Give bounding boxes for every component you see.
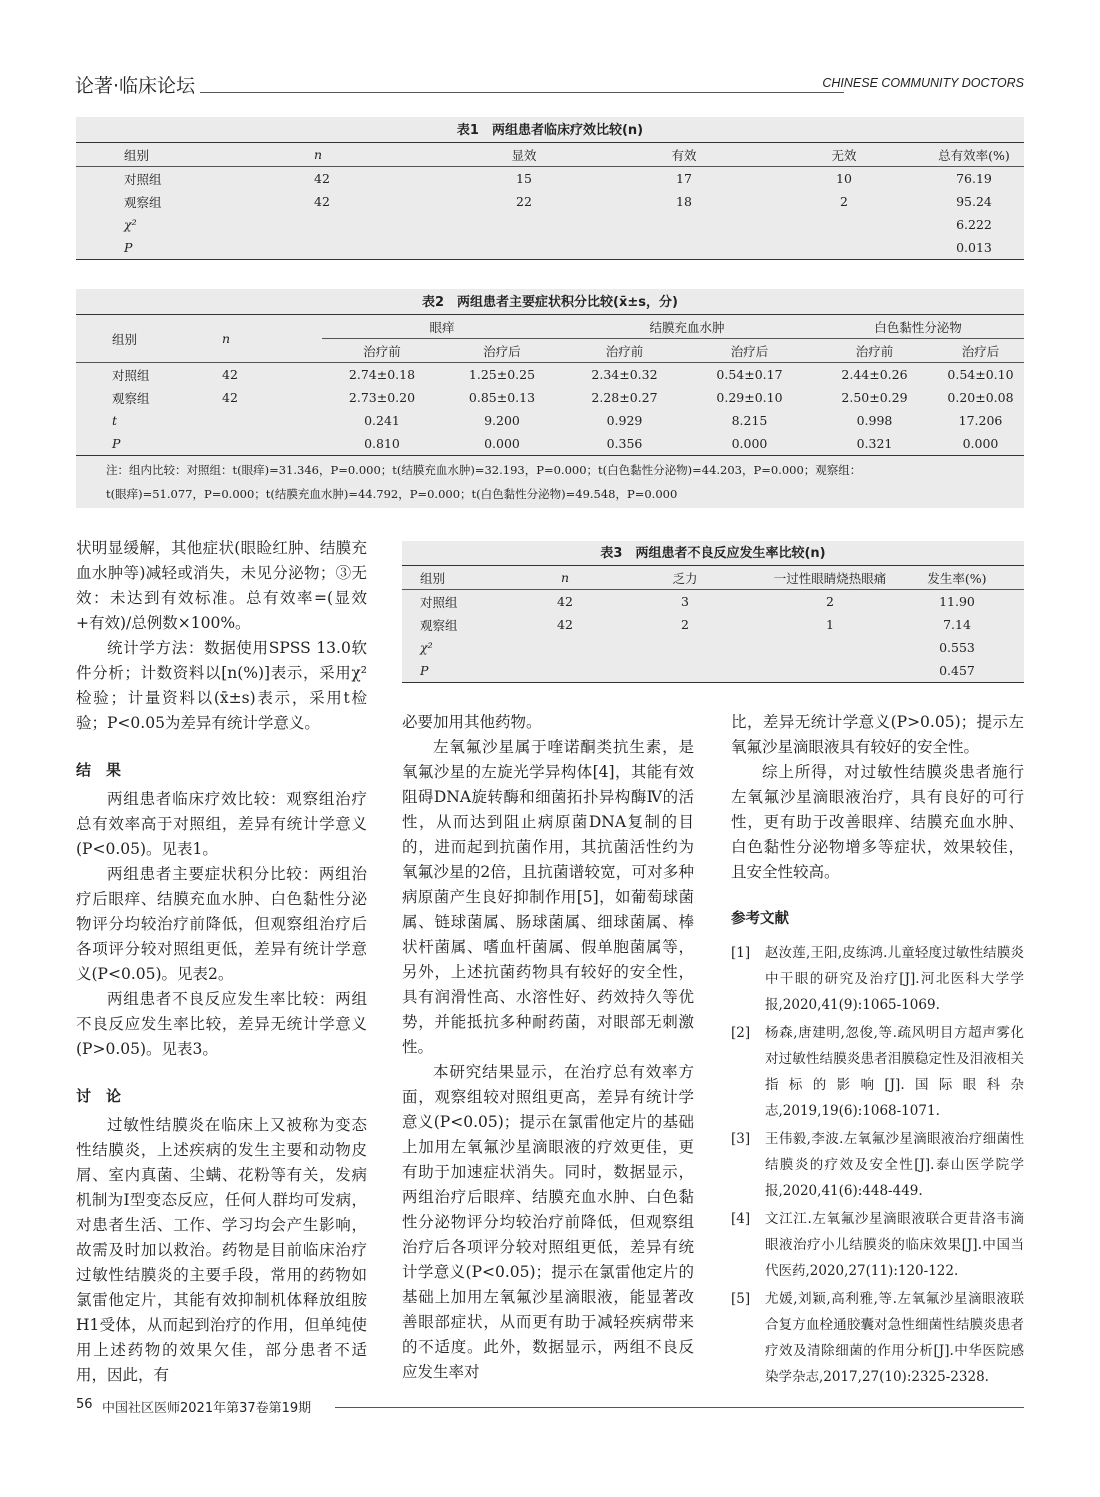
table-2-grid	[76, 314, 1024, 456]
paragraph: 两组患者主要症状积分比较：两组治疗后眼痒、结膜充血水肿、白色黏性分泌物评分均较治疗前降低，但观察组治疗后各项评分较对照组更低，差异有统计学意义(P<0.05)。见表2。	[76, 865, 367, 983]
table-header: 组别	[76, 315, 222, 363]
table-cell: 42	[274, 167, 444, 191]
reference-item	[731, 1126, 1024, 1204]
header-rule	[200, 92, 844, 93]
table-header: 一过性眼睛烧热眼痛	[770, 566, 890, 590]
paragraph: 综上所得，对过敏性结膜炎患者施行左氧氟沙星滴眼液治疗，具有良好的可行性，更有助于改善眼痒、结膜充血水肿、白色黏性分泌物增多等症状，效果较佳，且安全性较高。	[731, 763, 1024, 881]
table-cell: 10	[764, 167, 924, 191]
table-row	[76, 213, 1024, 236]
paragraph: 必要加用其他药物。	[402, 713, 542, 731]
reference-text: 赵汝莲,王阳,皮练鸿.儿童轻度过敏性结膜炎中干眼的研究及治疗[J].河北医科大学学报,2020,41(9):1065-1069.	[765, 945, 1024, 1013]
table-cell: P	[76, 432, 222, 456]
table-cell: 17.206	[958, 413, 1003, 428]
table-cell: 观察组	[112, 390, 150, 406]
reference-item	[731, 940, 1024, 1018]
table-cell: 2	[681, 617, 689, 632]
table-cell: 观察组	[420, 617, 458, 633]
table-cell: 3	[600, 590, 770, 614]
reference-number: [5]	[731, 1291, 751, 1307]
reference-item	[731, 1286, 1024, 1390]
table-row	[76, 409, 1024, 432]
running-header-section: 论著·临床论坛	[75, 75, 196, 97]
table-cell: 0.356	[562, 432, 687, 456]
table-header: 白色黏性分泌物	[812, 315, 1024, 339]
table-2-note-line-1: 注：组内比较：对照组：t(眼痒)=31.346，P=0.000；t(结膜充血水肿)=32.193，P=0.000；t(白色黏性分泌物)=44.203，P=0.000；观察组：	[106, 463, 862, 477]
table-1-grid	[76, 142, 1024, 260]
table-header: 有效	[604, 143, 764, 167]
table-cell: 2.44±0.26	[812, 363, 937, 387]
table-cell: χ²	[420, 640, 433, 655]
table-cell: 42	[222, 363, 322, 387]
table-cell: 6.222	[956, 217, 992, 232]
table-3-grid	[402, 565, 1024, 683]
column-2	[402, 710, 694, 1385]
table-cell: 0.321	[812, 432, 937, 456]
table-cell: 1	[826, 617, 834, 632]
table-row	[76, 236, 1024, 260]
table-2-note	[76, 456, 1024, 508]
footer-rule	[335, 1407, 1024, 1408]
table-cell: 2.34±0.32	[562, 363, 687, 387]
reference-number: [3]	[731, 1131, 751, 1147]
table-header: 治疗后	[961, 343, 1000, 359]
reference-text: 杨森,唐建明,忽俊,等.疏风明目方超声雾化对过敏性结膜炎患者泪膜稳定性及泪液相关指标的影响[J].国际眼科杂志,2019,19(6):1068-1071.	[765, 1025, 1024, 1119]
table-cell: 9.200	[484, 413, 520, 428]
table-2-note-line-2: t(眼痒)=51.077，P=0.000；t(结膜充血水肿)=44.792，P=0.000；t(白色黏性分泌物)=49.548，P=0.000	[106, 487, 678, 501]
table-cell: 2	[770, 590, 890, 614]
table-header: 组别	[76, 143, 274, 167]
table-2-title: 表2 两组患者主要症状积分比较(x̄±s，分)	[422, 295, 678, 310]
table-3	[402, 541, 1024, 683]
table-cell: 0.998	[856, 413, 893, 428]
reference-number: [1]	[731, 945, 751, 961]
table-cell: 0.241	[364, 413, 400, 428]
table-row	[76, 432, 1024, 456]
reference-number: [2]	[731, 1025, 751, 1041]
running-header-journal: CHINESE COMMUNITY DOCTORS	[822, 76, 1024, 90]
reference-item	[731, 1206, 1024, 1284]
table-cell: 0.000	[687, 432, 812, 456]
table-header: 治疗后	[730, 343, 769, 359]
reference-text: 尤媛,刘颖,高利雅,等.左氧氟沙星滴眼液联合复方血栓通胶囊对急性细菌性结膜炎患者疗效及清除细菌的作用分析[J].中华医院感染学杂志,2017,27(10):2325-2328.	[765, 1291, 1024, 1385]
table-cell: P	[76, 236, 274, 260]
table-cell: 0.54±0.10	[937, 363, 1024, 387]
table-cell: t	[112, 413, 118, 428]
table-header: 发生率(%)	[890, 566, 1024, 590]
table-cell: 观察组	[124, 194, 162, 210]
table-header: n	[530, 566, 600, 590]
reference-text: 文江江.左氧氟沙星滴眼液联合更昔洛韦滴眼液治疗小儿结膜炎的临床效果[J].中国当代医药,2020,27(11):120-122.	[765, 1211, 1024, 1279]
table-cell: 对照组	[76, 363, 222, 387]
table-cell: 2.50±0.29	[841, 390, 908, 405]
journal-issue: 中国社区医师2021年第37卷第19期	[102, 1401, 312, 1416]
table-header: 治疗前	[855, 343, 894, 359]
table-cell: 0.000	[937, 432, 1024, 456]
paragraph: 本研究结果显示，在治疗总有效率方面，观察组较对照组更高，差异有统计学意义(P<0.05)；提示在氯雷他定片的基础上加用左氧氟沙星滴眼液的疗效更佳，更有助于加速症状消失。同时，数据显示，两组治疗后眼痒、结膜充血水肿、白色黏性分泌物评分均较治疗前降低，但观察组治疗后各项评分较对照组更低，差异有统计学意义(P<0.05)；提示在氯雷他定片的基础上加用左氧氟沙星滴眼液，能显著改善眼部症状，从而更有助于减轻疾病带来的不适度。此外，数据显示，两组不良反应发生率对	[402, 1063, 694, 1381]
table-cell: 对照组	[402, 590, 530, 614]
paragraph: 比，差异无统计学意义(P>0.05)；提示左氧氟沙星滴眼液具有较好的安全性。	[731, 713, 1024, 756]
table-cell: 42	[557, 617, 573, 632]
table-cell: P	[402, 659, 530, 683]
table-header: 眼痒	[322, 315, 562, 339]
table-row	[76, 167, 1024, 191]
table-row	[402, 636, 1024, 659]
table-header: 乏力	[600, 566, 770, 590]
table-row	[402, 613, 1024, 636]
table-cell: 95.24	[956, 194, 992, 209]
table-cell: 0.54±0.17	[687, 363, 812, 387]
reference-item	[731, 1020, 1024, 1124]
table-cell: 7.14	[943, 617, 971, 632]
table-cell: 2.74±0.18	[322, 363, 442, 387]
references-heading: 参考文献	[731, 911, 789, 927]
table-cell: 0.20±0.08	[947, 390, 1014, 405]
paragraph-statistics: 统计学方法：数据使用SPSS 13.0软件分析；计数资料以[n(%)]表示，采用χ²检验；计量资料以(x̄±s)表示，采用t检验；P<0.05为差异有统计学意义。	[76, 639, 367, 732]
table-cell: χ²	[124, 217, 137, 232]
table-cell: 18	[676, 194, 692, 209]
table-cell: 1.25±0.25	[442, 363, 562, 387]
table-2	[76, 289, 1024, 508]
table-cell: 42	[314, 194, 330, 209]
reference-number: [4]	[731, 1211, 751, 1227]
table-cell: 0.000	[442, 432, 562, 456]
table-header: n	[222, 315, 322, 363]
table-row	[76, 363, 1024, 387]
table-3-title: 表3 两组患者不良反应发生率比较(n)	[600, 546, 826, 561]
table-header: 治疗后	[483, 343, 521, 359]
table-header: 无效	[764, 143, 924, 167]
table-header: 治疗前	[363, 343, 401, 359]
column-3	[731, 710, 1024, 1392]
page-number: 56	[76, 1397, 93, 1412]
table-header: 治疗前	[605, 343, 644, 359]
section-heading-results: 结 果	[76, 761, 122, 779]
table-cell: 22	[516, 194, 532, 209]
table-cell: 17	[604, 167, 764, 191]
table-cell: 0.013	[924, 236, 1024, 260]
table-cell: 0.929	[606, 413, 643, 428]
table-cell: 0.553	[939, 640, 975, 655]
paragraph: 两组患者临床疗效比较：观察组治疗总有效率高于对照组，差异有统计学意义(P<0.05)。见表1。	[76, 790, 367, 858]
table-cell: 0.810	[322, 432, 442, 456]
table-cell: 11.90	[890, 590, 1024, 614]
column-1	[76, 536, 367, 1388]
paragraph: 左氧氟沙星属于喹诺酮类抗生素，是氧氟沙星的左旋光学异构体[4]，其能有效阻碍DNA旋转酶和细菌拓扑异构酶Ⅳ的活性，从而达到阻止病原菌DNA复制的目的，进而起到抗菌作用，其抗菌活性约为氧氟沙星的2倍，且抗菌谱较宽，可对多种病原菌产生良好抑制作用[5]，如葡萄球菌属、链球菌属、肠球菌属、细球菌属、棒状杆菌属、嗜血杆菌属、假单胞菌属等，另外，上述抗菌药物具有较好的安全性，具有润滑性高、水溶性好、药效持久等优势，并能抵抗多种耐药菌，对眼部无刺激性。	[402, 738, 694, 1056]
table-row	[76, 190, 1024, 213]
table-row	[76, 386, 1024, 409]
table-cell: 42	[222, 390, 238, 405]
table-cell: 42	[530, 590, 600, 614]
table-cell: 76.19	[924, 167, 1024, 191]
table-cell: 0.29±0.10	[716, 390, 783, 405]
table-cell: 0.457	[890, 659, 1024, 683]
table-header: 显效	[444, 143, 604, 167]
table-row	[402, 590, 1024, 614]
table-row	[402, 659, 1024, 683]
reference-text: 王伟毅,李波.左氧氟沙星滴眼液治疗细菌性结膜炎的疗效及安全性[J].泰山医学院学报,2020,41(6):448-449.	[765, 1131, 1024, 1199]
table-header: 组别	[402, 566, 530, 590]
table-cell: 15	[444, 167, 604, 191]
paragraph: 过敏性结膜炎在临床上又被称为变态性结膜炎，上述疾病的发生主要和动物皮屑、室内真菌、尘螨、花粉等有关，发病机制为Ⅰ型变态反应，任何人群均可发病，对患者生活、工作、学习均会产生影响，故需及时加以救治。药物是目前临床治疗过敏性结膜炎的主要手段，常用的药物如氯雷他定片，其能有效抑制机体释放组胺H1受体，从而起到治疗的作用，但单纯使用上述药物的效果欠佳，部分患者不适用，因此，有	[76, 1116, 367, 1384]
paragraph: 两组患者不良反应发生率比较：两组不良反应发生率比较，差异无统计学意义(P>0.05)。见表3。	[76, 990, 367, 1058]
table-cell: 8.215	[731, 413, 768, 428]
table-cell: 0.85±0.13	[468, 390, 536, 405]
paragraph: 状明显缓解，其他症状(眼睑红肿、结膜充血水肿等)减轻或消失，未见分泌物；③无效：未达到有效标准。总有效率=(显效+有效)/总例数×100%。	[76, 539, 367, 632]
table-cell: 2	[840, 194, 848, 209]
table-cell: 2.28±0.27	[591, 390, 658, 405]
section-heading-discussion: 讨 论	[76, 1087, 122, 1105]
table-header: 结膜充血水肿	[562, 315, 812, 339]
table-header: n	[274, 143, 444, 167]
table-header: 总有效率(%)	[924, 143, 1024, 167]
table-1	[76, 117, 1024, 260]
table-cell: 2.73±0.20	[348, 390, 416, 405]
table-cell: 对照组	[76, 167, 274, 191]
table-1-title: 表1 两组患者临床疗效比较(n)	[456, 123, 644, 138]
